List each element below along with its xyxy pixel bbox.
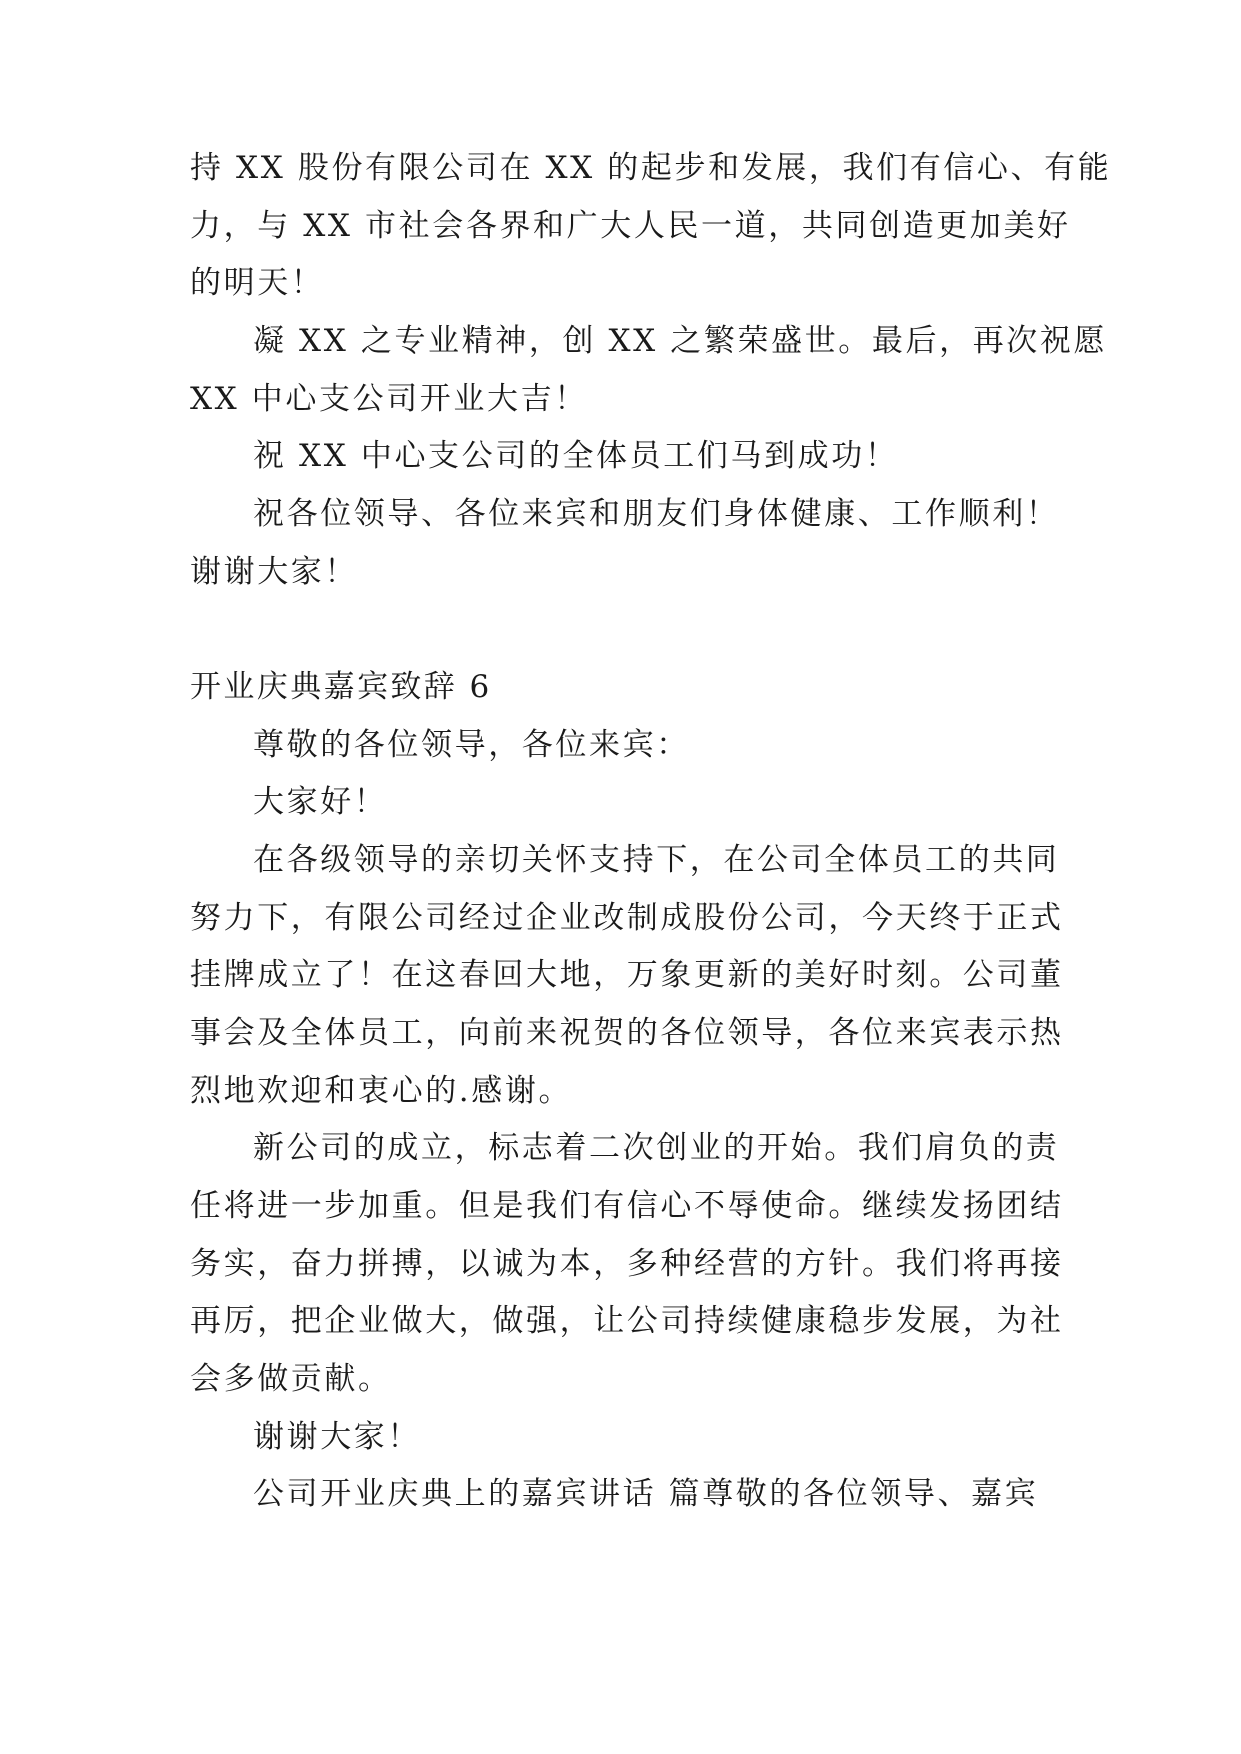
text-line: 努力下，有限公司经过企业改制成股份公司，今天终于正式 [190,900,1064,936]
text-line: 任将进一步加重。但是我们有信心不辱使命。继续发扬团结 [190,1188,1064,1224]
text-line: 会多做贡献。 [190,1361,392,1397]
text-line: 事会及全体员工，向前来祝贺的各位领导，各位来宾表示热 [190,1015,1064,1051]
section-heading: 开业庆典嘉宾致辞 6 [190,669,492,705]
text-line: XX 中心支公司开业大吉！ [190,381,588,417]
paragraph-first-line: 凝 XX 之专业精神，创 XX 之繁荣盛世。最后，再次祝愿 [253,323,1108,359]
text-line: 挂牌成立了！在这春回大地，万象更新的美好时刻。公司董 [190,957,1064,993]
greeting: 大家好！ [253,784,388,820]
text-line: 力，与 XX 市社会各界和广大人民一道，共同创造更加美好 [190,208,1071,244]
closing-thanks: 谢谢大家！ [253,1419,421,1455]
text-line: 的明天！ [190,265,325,301]
paragraph-first-line: 公司开业庆典上的嘉宾讲话 篇尊敬的各位领导、嘉宾 [253,1476,1039,1512]
text-line: 持 XX 股份有限公司在 XX 的起步和发展，我们有信心、有能 [190,150,1112,186]
text-line: 谢谢大家！ [190,554,358,590]
paragraph-first-line: 祝各位领导、各位来宾和朋友们身体健康、工作顺利！ [253,496,1060,532]
paragraph-first-line: 在各级领导的亲切关怀支持下，在公司全体员工的共同 [253,842,1060,878]
text-line: 烈地欢迎和衷心的.感谢。 [190,1073,573,1109]
paragraph-first-line: 新公司的成立，标志着二次创业的开始。我们肩负的责 [253,1130,1060,1166]
text-line: 再厉，把企业做大，做强，让公司持续健康稳步发展，为社 [190,1303,1064,1339]
paragraph-first-line: 祝 XX 中心支公司的全体员工们马到成功！ [253,438,899,474]
salutation: 尊敬的各位领导，各位来宾： [253,727,690,763]
text-line: 务实，奋力拼搏，以诚为本，多种经营的方针。我们将再接 [190,1246,1064,1282]
